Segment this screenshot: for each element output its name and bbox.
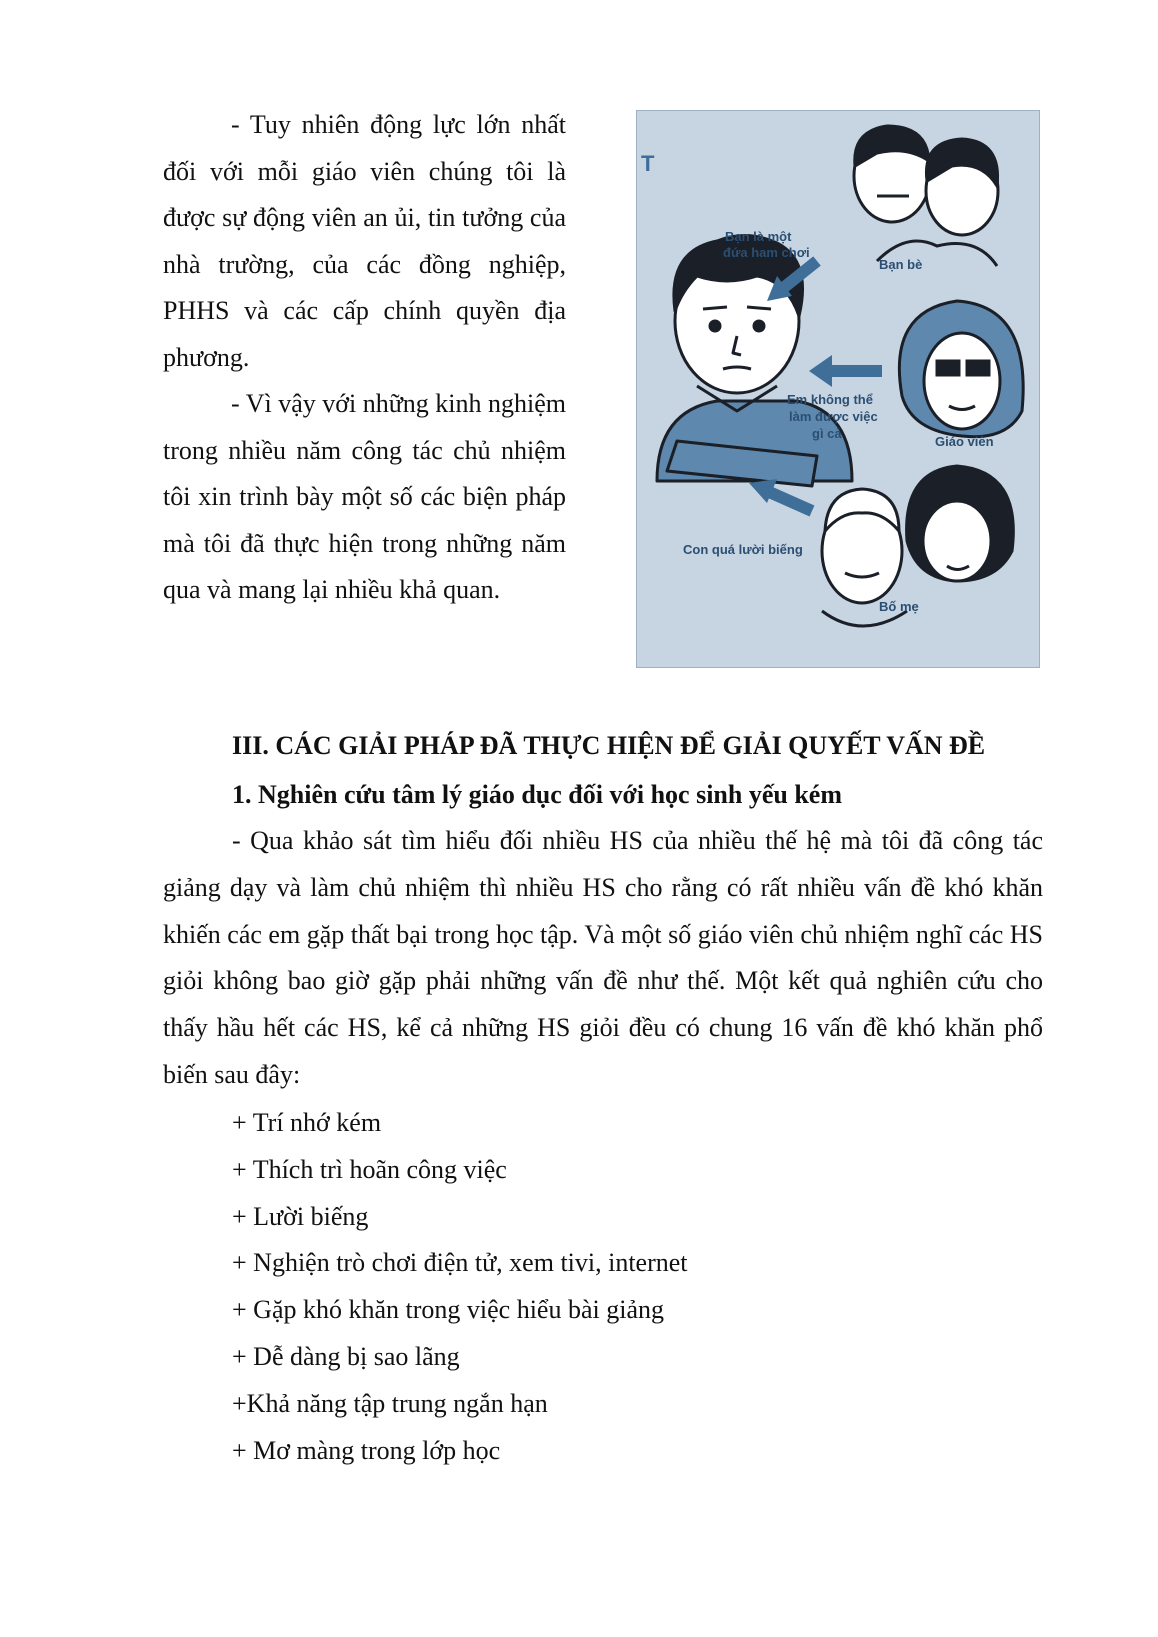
list-item: + Gặp khó khăn trong việc hiểu bài giảng [232,1295,664,1325]
teacher-figure [899,301,1023,437]
list-item: + Mơ màng trong lớp học [232,1435,501,1465]
arrow-from-parents [767,491,812,511]
intro-paragraph-1: - Tuy nhiên động lực lớn nhất đối với mỗi giáo viên chúng tôi là được sự động viên an ủi, tin tưởng của nhà trường, của các đồng nghiệp, PHHS và các cấp chính quyền địa phương. [163,110,566,372]
teacher-speech-line-3: gì cả [812,426,842,441]
list-item: +Khả năng tập trung ngắn hạn [232,1388,548,1418]
list-item: + Nghiện trò chơi điện tử, xem tivi, internet [232,1248,688,1278]
intro-paragraph-2: - Vì vậy với những kinh nghiệm trong nhiều năm công tác chủ nhiệm tôi xin trình bày một số các biện pháp mà tôi đã thực hiện trong những năm qua và mang lại nhiều khả quan. [163,389,567,604]
teacher-speech-line-1: Em không thể [787,392,873,407]
teacher-label: Giáo viên [935,434,994,449]
intro-text [163,102,566,614]
arrow-head-teacher [809,355,832,387]
parents-label: Bố mẹ [879,599,919,614]
friends-figure [854,126,998,266]
friends-label: Bạn bè [879,257,923,272]
list-item: + Trí nhớ kém [232,1108,382,1137]
friends-speech-line-1: Bạn là một [725,229,792,244]
list-item: + Dễ dàng bị sao lãng [232,1341,460,1371]
list-item: + Thích trì hoãn công việc [232,1154,507,1184]
section-heading: III. CÁC GIẢI PHÁP ĐÃ THỰC HIỆN ĐỂ GIẢI QUYẾT VẤN ĐỀ [232,731,986,760]
list-item: + Lười biếng [232,1201,369,1231]
student-figure [657,235,852,486]
subsection-heading: 1. Nghiên cứu tâm lý giáo dục đối với học sinh yếu kém [232,780,843,809]
friends-speech-line-2: đứa ham chơi [723,245,810,260]
corner-letter: T [641,151,655,176]
illustration-photo [636,110,1040,668]
teacher-speech-line-2: làm được việc [789,409,878,424]
difficulties-list [232,1100,1012,1474]
body-paragraph: - Qua khảo sát tìm hiểu đối nhiều HS của nhiều thế hệ mà tôi đã công tác giảng dạy và làm chủ nhiệm thì nhiều HS cho rằng có rất nhiều vấn đề khó khăn khiến các em gặp thất bại trong học tập. Và một số giáo viên chủ nhiệm nghĩ các HS giỏi không bao giờ gặp phải những vấn đề như thế. Một kết quả nghiên cứu cho thấy hầu hết các HS, kể cả những HS giỏi đều có chung 16 vấn đề khó khăn phổ biến sau đây: [163,826,1043,1089]
parents-speech: Con quá lười biếng [683,542,803,557]
